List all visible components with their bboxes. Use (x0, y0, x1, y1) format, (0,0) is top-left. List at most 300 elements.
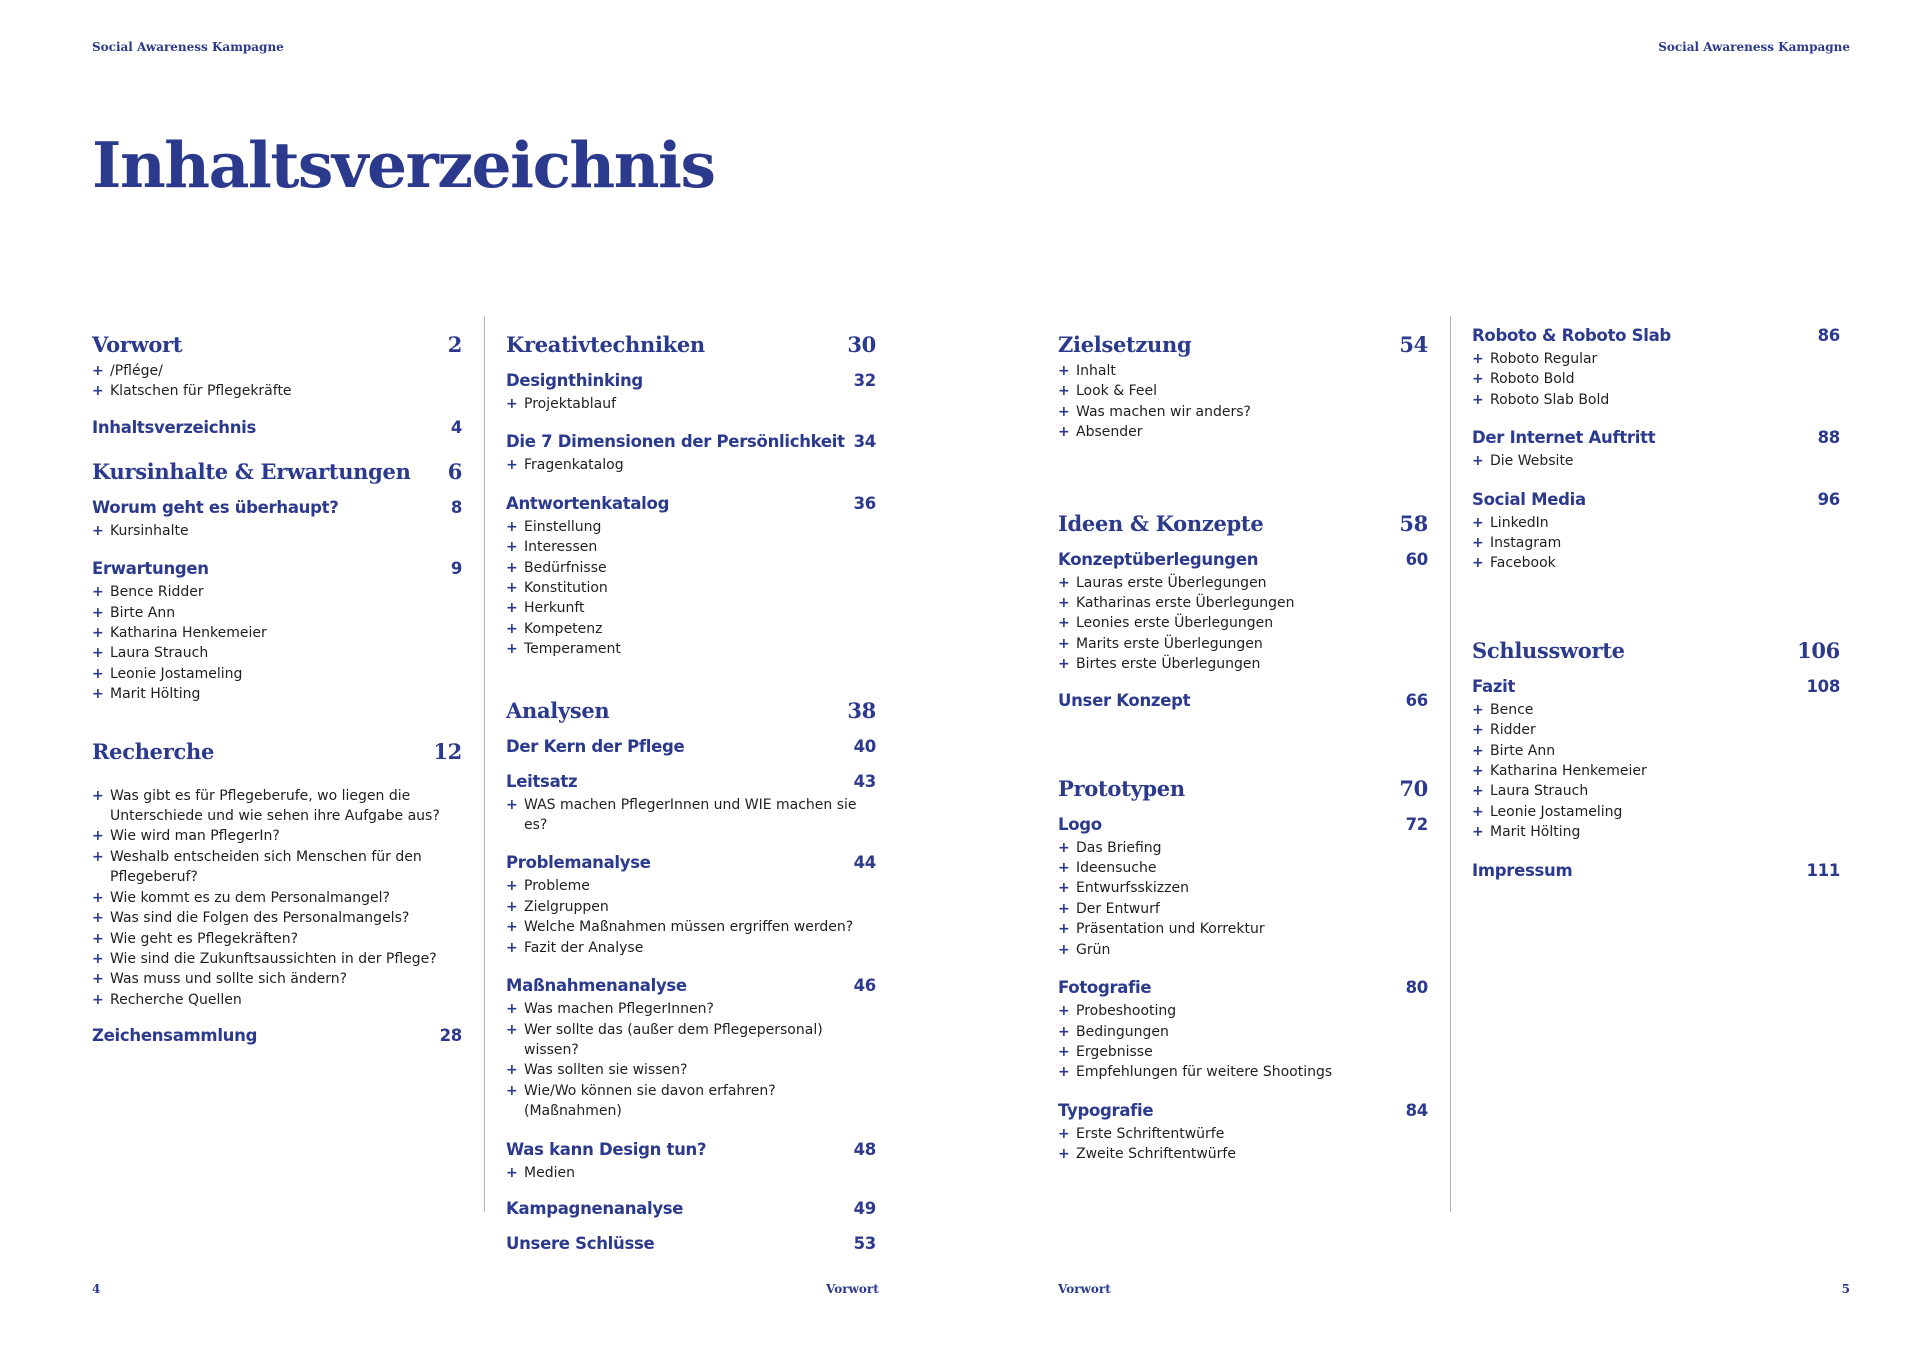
entry-title: Konzeptüberlegungen (1058, 549, 1259, 569)
page-number-left: 4 (92, 1282, 101, 1296)
column-divider (1450, 316, 1451, 1212)
list-item[interactable] (92, 361, 462, 381)
toc-entry (506, 494, 876, 660)
toc-entry (92, 498, 462, 541)
list-item[interactable] (92, 888, 462, 908)
list-item[interactable] (92, 949, 462, 969)
subsection-heading[interactable] (506, 1234, 876, 1253)
plus-icon: + (1472, 535, 1484, 552)
plus-icon: + (506, 518, 518, 535)
list-item-text: Der Entwurf (1076, 900, 1160, 917)
entry-items (1472, 513, 1840, 574)
subsection-heading[interactable] (1472, 490, 1840, 509)
list-item-text: Zielgruppen (524, 898, 609, 915)
list-item-text: Projektablauf (524, 396, 617, 412)
toc-entry (506, 772, 876, 836)
entry-title: Kampagnenanalyse (506, 1198, 684, 1218)
list-item[interactable] (506, 897, 876, 917)
list-item-text: Marit Hölting (1490, 824, 1581, 841)
list-item-text: Katharina Henkemeier (110, 625, 267, 642)
plus-icon: + (1472, 351, 1484, 367)
plus-icon: + (506, 600, 518, 617)
plus-icon: + (1472, 824, 1484, 841)
entry-items (1058, 838, 1428, 960)
plus-icon: + (506, 796, 518, 813)
subsection-heading[interactable] (506, 1140, 876, 1159)
entry-title: Leitsatz (506, 771, 578, 791)
entry-page-number: 49 (853, 1198, 876, 1218)
plus-icon: + (1472, 763, 1484, 780)
list-item[interactable] (506, 639, 876, 659)
list-item-text: /Pflége/ (110, 363, 163, 379)
list-item[interactable] (92, 603, 462, 623)
list-item-text: Marit Hölting (110, 686, 201, 703)
toc-entry (92, 1026, 462, 1045)
subsection-heading[interactable] (506, 976, 876, 995)
entry-page-number: 66 (1405, 690, 1428, 710)
list-item[interactable] (506, 876, 876, 896)
plus-icon: + (92, 889, 104, 906)
toc-entry (1058, 550, 1428, 675)
plus-icon: + (1058, 900, 1070, 917)
list-item-text: Leonies erste Überlegungen (1076, 615, 1274, 632)
list-item-text: Die Website (1490, 453, 1574, 470)
section-heading[interactable] (506, 698, 876, 723)
list-item[interactable] (1058, 858, 1428, 878)
entry-page-number: 6 (447, 458, 462, 484)
subsection-heading[interactable] (1472, 428, 1840, 447)
toc-entry (506, 1140, 876, 1183)
plus-icon: + (1058, 595, 1070, 612)
list-item-text: Wie wird man PflegerIn? (110, 828, 280, 845)
entry-page-number: 43 (853, 771, 876, 791)
entry-page-number: 88 (1817, 428, 1840, 448)
entry-title: Recherche (92, 738, 215, 764)
list-item[interactable] (506, 938, 876, 958)
entry-title: Prototypen (1058, 775, 1185, 801)
list-item[interactable] (1472, 513, 1840, 533)
list-item[interactable] (92, 381, 462, 401)
toc-entry (506, 432, 876, 475)
list-item[interactable] (1058, 1022, 1428, 1042)
plus-icon: + (1058, 635, 1070, 652)
section-heading[interactable] (1472, 638, 1840, 663)
list-item[interactable] (1058, 1001, 1428, 1021)
list-item[interactable] (1058, 1144, 1428, 1164)
subsection-heading[interactable] (1472, 677, 1840, 696)
plus-icon: + (1058, 403, 1070, 420)
list-item[interactable] (1058, 422, 1428, 442)
entry-title: Antwortenkatalog (506, 493, 670, 513)
toc-entry (506, 853, 876, 958)
subsection-heading[interactable] (506, 371, 876, 390)
entry-title: Ideen & Konzepte (1058, 510, 1264, 536)
plus-icon: + (506, 457, 518, 474)
section-heading[interactable] (1058, 511, 1428, 536)
subsection-heading[interactable] (1472, 861, 1840, 880)
subsection-heading[interactable] (1058, 691, 1428, 710)
list-item-text: Was machen wir anders? (1076, 403, 1251, 420)
entry-page-number: 108 (1806, 676, 1840, 696)
toc-column-1 (92, 332, 462, 1045)
list-item[interactable] (1058, 654, 1428, 674)
list-item-text: Bedürfnisse (524, 559, 607, 576)
list-item-text: Roboto Regular (1490, 351, 1598, 367)
entry-page-number: 38 (847, 697, 876, 723)
plus-icon: + (1058, 615, 1070, 632)
list-item[interactable] (1472, 349, 1840, 369)
entry-items (1058, 1001, 1428, 1083)
entry-title: Roboto & Roboto Slab (1472, 326, 1671, 345)
plus-icon: + (1472, 371, 1484, 388)
plus-icon: + (92, 991, 104, 1008)
toc-entry (1472, 490, 1840, 574)
list-item[interactable] (1472, 369, 1840, 389)
list-item-text: Temperament (524, 641, 621, 658)
entry-items (92, 521, 462, 541)
list-item-text: Instagram (1490, 535, 1562, 552)
entry-items (506, 455, 876, 475)
plus-icon: + (1058, 921, 1070, 938)
subsection-heading[interactable] (1058, 1101, 1428, 1120)
list-item[interactable] (1058, 878, 1428, 898)
plus-icon: + (92, 787, 104, 804)
list-item[interactable] (1058, 919, 1428, 939)
list-item[interactable] (506, 917, 876, 937)
toc-entry (506, 976, 876, 1121)
list-item[interactable] (506, 999, 876, 1019)
toc-entry (1058, 1101, 1428, 1165)
subsection-heading[interactable] (506, 853, 876, 872)
entry-page-number: 58 (1399, 510, 1428, 536)
list-item[interactable] (506, 619, 876, 639)
entry-title: Worum geht es überhaupt? (92, 497, 339, 517)
plus-icon: + (92, 910, 104, 927)
list-item[interactable] (92, 623, 462, 643)
plus-icon: + (1472, 514, 1484, 531)
list-item-text: Bence (1490, 701, 1534, 718)
list-item-text: Absender (1076, 424, 1143, 441)
list-item[interactable] (1472, 822, 1840, 842)
list-item[interactable] (1472, 700, 1840, 720)
list-item[interactable] (506, 598, 876, 618)
entry-page-number: 70 (1399, 775, 1428, 801)
entry-items (1472, 451, 1840, 471)
entry-title: Erwartungen (92, 559, 209, 579)
list-item-text: Bedingungen (1076, 1023, 1169, 1040)
footer-label-right: Vorwort (1058, 1282, 1111, 1296)
list-item-text: Was gibt es für Pflegeberufe, wo liegen die Unterschiede und wie sehen ihre Aufgabe aus? (110, 787, 440, 825)
toc-entry (92, 332, 462, 402)
entry-items (1058, 361, 1428, 443)
list-item[interactable] (92, 521, 462, 541)
section-heading[interactable] (92, 332, 462, 357)
plus-icon: + (506, 1082, 518, 1099)
list-item[interactable] (1472, 451, 1840, 471)
plus-icon: + (506, 539, 518, 556)
subsection-heading[interactable] (1058, 815, 1428, 834)
list-item[interactable] (1058, 593, 1428, 613)
list-item[interactable] (506, 1060, 876, 1080)
plus-icon: + (1472, 391, 1484, 408)
plus-icon: + (92, 645, 104, 662)
list-item-text: Wie geht es Pflegekräften? (110, 930, 299, 947)
entry-title: Fotografie (1058, 978, 1152, 998)
plus-icon: + (1472, 701, 1484, 718)
list-item[interactable] (1058, 634, 1428, 654)
subsection-heading[interactable] (506, 737, 876, 756)
list-item[interactable] (1472, 533, 1840, 553)
plus-icon: + (506, 898, 518, 915)
subsection-heading[interactable] (92, 559, 462, 578)
list-item[interactable] (1058, 1062, 1428, 1082)
list-item[interactable] (92, 847, 462, 888)
section-heading[interactable] (92, 739, 462, 764)
footer-label-left: Vorwort (826, 1282, 879, 1296)
list-item[interactable] (1472, 761, 1840, 781)
list-item[interactable] (92, 664, 462, 684)
plus-icon: + (1472, 555, 1484, 572)
list-item[interactable] (92, 990, 462, 1010)
plus-icon: + (92, 522, 104, 539)
list-item-text: Medien (524, 1164, 575, 1181)
entry-title: Was kann Design tun? (506, 1139, 707, 1159)
entry-title: Unser Konzept (1058, 690, 1191, 710)
subsection-heading[interactable] (1472, 326, 1840, 345)
list-item-text: Laura Strauch (1490, 783, 1589, 800)
list-item[interactable] (92, 643, 462, 663)
list-item[interactable] (1058, 573, 1428, 593)
entry-page-number: 8 (450, 497, 462, 517)
toc-entry (1472, 677, 1840, 843)
section-heading[interactable] (1058, 776, 1428, 801)
list-item[interactable] (506, 537, 876, 557)
list-item[interactable] (1058, 838, 1428, 858)
plus-icon: + (506, 1001, 518, 1018)
entry-title: Fazit (1472, 676, 1516, 696)
plus-icon: + (506, 559, 518, 576)
plus-icon: + (506, 1021, 518, 1038)
entry-page-number: 84 (1405, 1100, 1428, 1120)
list-item-text: Was machen PflegerInnen? (524, 1001, 714, 1018)
plus-icon: + (506, 919, 518, 936)
plus-icon: + (92, 971, 104, 988)
list-item-text: Wer sollte das (außer dem Pflegepersonal) wissen? (524, 1021, 823, 1058)
entry-items (506, 1163, 876, 1183)
plus-icon: + (1058, 1146, 1070, 1163)
plus-icon: + (506, 939, 518, 956)
plus-icon: + (506, 396, 518, 412)
list-item[interactable] (92, 908, 462, 928)
subsection-heading[interactable] (1058, 978, 1428, 997)
list-item-text: Lauras erste Überlegungen (1076, 574, 1267, 591)
entry-page-number: 30 (847, 332, 876, 357)
toc-entry (92, 739, 462, 1010)
list-item[interactable] (1058, 402, 1428, 422)
entry-page-number: 46 (853, 976, 876, 996)
list-item-text: Roboto Slab Bold (1490, 391, 1610, 408)
list-item-text: Leonie Jostameling (110, 665, 243, 682)
list-item[interactable] (92, 684, 462, 704)
list-item-text: LinkedIn (1490, 514, 1549, 531)
entry-items (506, 394, 876, 414)
list-item[interactable] (92, 929, 462, 949)
entry-page-number: 53 (853, 1233, 876, 1253)
list-item-text: Das Briefing (1076, 839, 1162, 856)
plus-icon: + (1058, 941, 1070, 958)
entry-title: Kursinhalte & Erwartungen (92, 458, 411, 484)
list-item[interactable] (92, 826, 462, 846)
toc-entry (506, 332, 876, 357)
list-item-text: Empfehlungen für weitere Shootings (1076, 1064, 1333, 1081)
subsection-heading[interactable] (92, 1026, 462, 1045)
plus-icon: + (1058, 1125, 1070, 1142)
entry-page-number: 2 (447, 332, 462, 357)
list-item[interactable] (506, 795, 876, 836)
list-item-text: Zweite Schriftentwürfe (1076, 1146, 1236, 1163)
list-item-text: Birte Ann (1490, 742, 1556, 759)
list-item-text: Was muss und sollte sich ändern? (110, 971, 348, 988)
list-item[interactable] (506, 455, 876, 475)
plus-icon: + (92, 584, 104, 601)
list-item-text: Laura Strauch (110, 645, 209, 662)
list-item[interactable] (92, 786, 462, 827)
toc-entry (1058, 978, 1428, 1083)
entry-title: Der Kern der Pflege (506, 736, 685, 756)
list-item[interactable] (1058, 1124, 1428, 1144)
entry-title: Unsere Schlüsse (506, 1233, 655, 1253)
list-item-text: Ergebnisse (1076, 1043, 1153, 1060)
entry-page-number: 34 (853, 432, 876, 452)
section-heading[interactable] (506, 332, 876, 357)
list-item[interactable] (1058, 940, 1428, 960)
section-heading[interactable] (1058, 332, 1428, 357)
list-item-text: Was sollten sie wissen? (524, 1062, 688, 1079)
list-item-text: Look & Feel (1076, 383, 1158, 400)
entry-items (92, 361, 462, 402)
subsection-heading[interactable] (506, 494, 876, 513)
list-item[interactable] (1472, 390, 1840, 410)
plus-icon: + (92, 828, 104, 845)
plus-icon: + (1058, 383, 1070, 400)
list-item[interactable] (506, 1163, 876, 1183)
list-item[interactable] (506, 1081, 876, 1122)
plus-icon: + (1472, 742, 1484, 759)
toc-entry (92, 559, 462, 704)
page-title: Inhaltsverzeichnis (92, 128, 715, 202)
list-item[interactable] (506, 1020, 876, 1061)
list-item[interactable] (506, 517, 876, 537)
plus-icon: + (1058, 880, 1070, 897)
entry-page-number: 60 (1405, 549, 1428, 569)
list-item-text: Kompetenz (524, 620, 603, 637)
list-item[interactable] (1472, 553, 1840, 573)
list-item[interactable] (1058, 1042, 1428, 1062)
list-item-text: Fragenkatalog (524, 457, 624, 474)
entry-page-number: 44 (853, 853, 876, 873)
plus-icon: + (92, 363, 104, 379)
list-item-text: Grün (1076, 941, 1111, 958)
entry-title: Zielsetzung (1058, 332, 1192, 357)
plus-icon: + (1472, 722, 1484, 739)
entry-items (1472, 700, 1840, 843)
list-item-text: Probleme (524, 878, 590, 895)
list-item-text: Roboto Bold (1490, 371, 1575, 388)
plus-icon: + (1058, 574, 1070, 591)
list-item-text: Konstitution (524, 580, 608, 597)
subsection-heading[interactable] (92, 418, 462, 437)
list-item-text: Einstellung (524, 518, 602, 535)
list-item[interactable] (1058, 361, 1428, 381)
list-item[interactable] (92, 969, 462, 989)
list-item-text: Herkunft (524, 600, 585, 617)
running-header-left: Social Awareness Kampagne (92, 40, 284, 54)
list-item[interactable] (92, 582, 462, 602)
subsection-heading[interactable] (92, 498, 462, 517)
toc-entry (1058, 511, 1428, 536)
subsection-heading[interactable] (506, 432, 876, 451)
list-item-text: Facebook (1490, 555, 1556, 572)
list-item-text: Bence Ridder (110, 584, 204, 601)
list-item[interactable] (1472, 802, 1840, 822)
entry-title: Social Media (1472, 489, 1586, 509)
list-item[interactable] (1472, 781, 1840, 801)
toc-column-2 (506, 332, 876, 1253)
plus-icon: + (1058, 1023, 1070, 1040)
list-item[interactable] (1058, 381, 1428, 401)
list-item[interactable] (1472, 720, 1840, 740)
plus-icon: + (506, 1164, 518, 1181)
page-number-right: 5 (1841, 1282, 1850, 1296)
list-item[interactable] (506, 558, 876, 578)
list-item-text: Recherche Quellen (110, 991, 242, 1008)
subsection-heading[interactable] (506, 1199, 876, 1218)
list-item[interactable] (1058, 613, 1428, 633)
plus-icon: + (92, 950, 104, 967)
subsection-heading[interactable] (1058, 550, 1428, 569)
toc-entry (1058, 332, 1428, 443)
plus-icon: + (92, 625, 104, 642)
entry-title: Typografie (1058, 1100, 1154, 1120)
plus-icon: + (1058, 839, 1070, 856)
subsection-heading[interactable] (506, 772, 876, 791)
list-item-text: Birtes erste Überlegungen (1076, 656, 1261, 673)
plus-icon: + (506, 1062, 518, 1079)
list-item[interactable] (1058, 899, 1428, 919)
running-header-right: Social Awareness Kampagne (1658, 40, 1850, 54)
list-item-text: Marits erste Überlegungen (1076, 635, 1263, 652)
toc-entry (1472, 638, 1840, 663)
entry-items (92, 786, 462, 1010)
plus-icon: + (1472, 803, 1484, 820)
plus-icon: + (506, 620, 518, 637)
toc-entry (506, 1234, 876, 1253)
list-item[interactable] (1472, 741, 1840, 761)
toc-column-3 (1058, 332, 1428, 1165)
plus-icon: + (1058, 1064, 1070, 1081)
list-item-text: Fazit der Analyse (524, 939, 644, 956)
entry-page-number: 40 (853, 736, 876, 756)
entry-title: Logo (1058, 814, 1102, 834)
list-item[interactable] (506, 394, 876, 414)
entry-items (1058, 573, 1428, 675)
entry-title: Inhaltsverzeichnis (92, 417, 257, 437)
section-heading[interactable] (92, 459, 462, 484)
list-item-text: Leonie Jostameling (1490, 803, 1623, 820)
plus-icon: + (92, 604, 104, 621)
list-item[interactable] (506, 578, 876, 598)
entry-page-number: 4 (450, 417, 462, 437)
